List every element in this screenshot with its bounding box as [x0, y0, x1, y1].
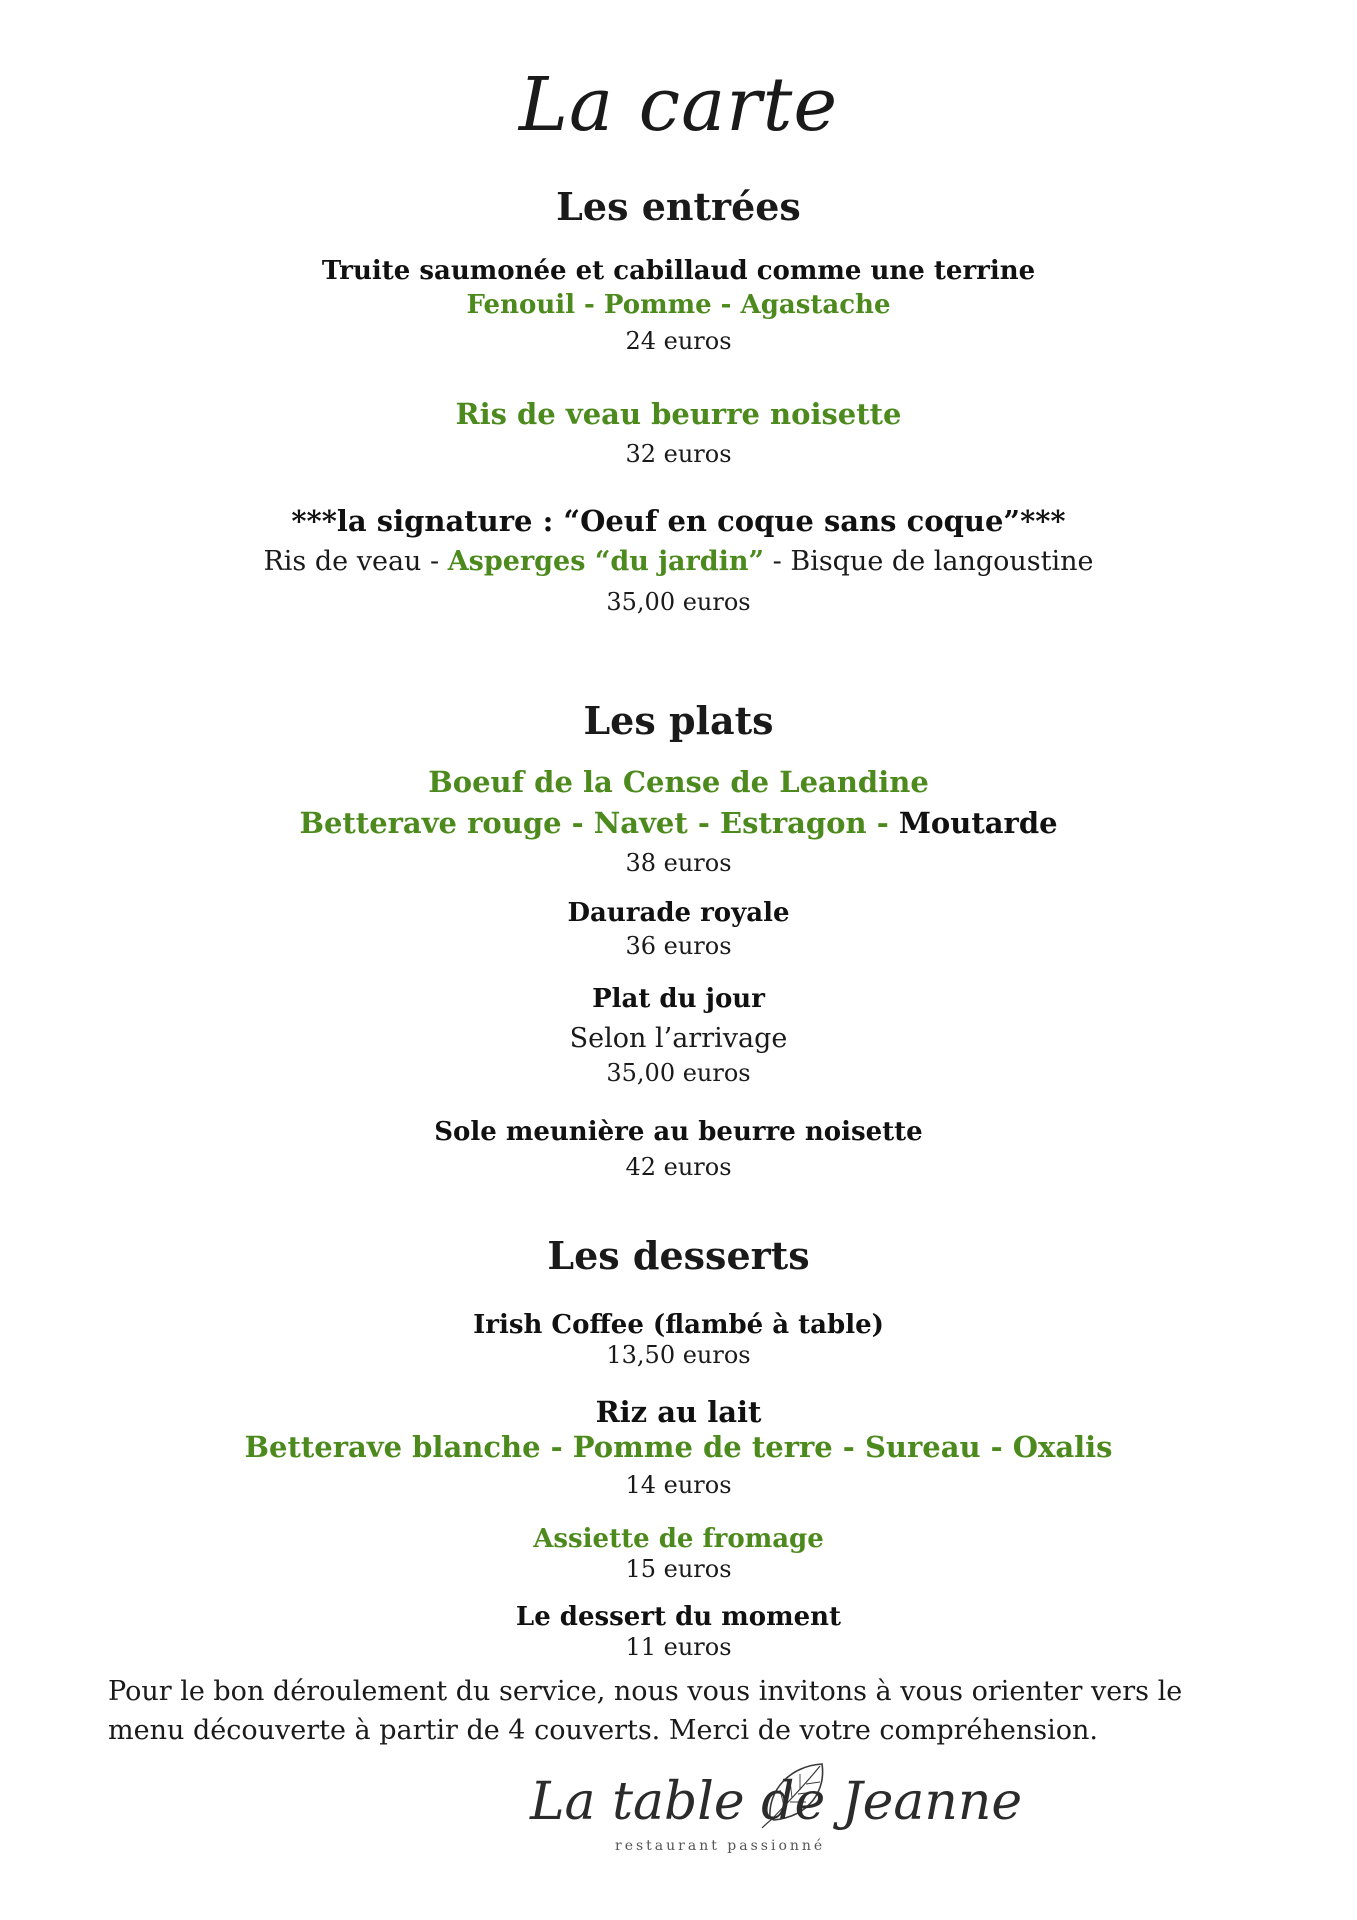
dish-price: 32 euros [625, 440, 732, 468]
dish-description: Selon l’arrivage [569, 1023, 788, 1054]
restaurant-logo [520, 1760, 1023, 1880]
dish-price: 11 euros [625, 1633, 732, 1661]
dish-name-signature: ***la signature : “Oeuf en coque sans coque”*** [291, 504, 1066, 538]
dish-price: 24 euros [625, 327, 732, 355]
section-heading-entrees: Les entrées [556, 184, 801, 229]
logo-wordmark: La table de Jeanne [530, 1772, 1023, 1832]
dish-price: 14 euros [625, 1471, 732, 1499]
dish-name: Assiette de fromage [533, 1524, 824, 1554]
section-heading-desserts: Les desserts [547, 1233, 810, 1278]
dish-name: Le dessert du moment [515, 1602, 842, 1632]
desc-part-highlight: Betterave rouge - Navet - Estragon - [299, 806, 899, 840]
logo-tagline: restaurant passionné [615, 1838, 826, 1854]
desc-part: Moutarde [898, 806, 1058, 840]
dish-name: Irish Coffee (flambé à table) [473, 1310, 884, 1340]
dish-price: 15 euros [625, 1555, 732, 1583]
dish-name: Daurade royale [567, 898, 790, 928]
dish-name: Ris de veau beurre noisette [455, 397, 902, 431]
dish-description [0, 805, 1357, 841]
dish-description: Betterave blanche - Pomme de terre - Sureau - Oxalis [244, 1430, 1113, 1464]
desc-part: Ris de veau - [263, 546, 448, 577]
dish-name: Truite saumonée et cabillaud comme une terrine [321, 256, 1036, 286]
desc-part: - Bisque de langoustine [764, 546, 1094, 577]
desc-part-highlight: Asperges “du jardin” [447, 546, 765, 577]
service-note: Pour le bon déroulement du service, nous vous invitons à vous orienter vers le menu découverte à partir de 4 couverts. Merci de votre compréhension. [108, 1676, 1183, 1746]
dish-description: Fenouil - Pomme - Agastache [466, 290, 891, 320]
dish-price: 38 euros [625, 849, 732, 877]
dish-price: 36 euros [625, 932, 732, 960]
dish-price: 42 euros [625, 1153, 732, 1181]
dish-price: 35,00 euros [606, 1059, 751, 1087]
dish-description [0, 545, 1357, 579]
dish-price: 35,00 euros [606, 588, 751, 616]
page-title: La carte [518, 62, 839, 148]
dish-price: 13,50 euros [606, 1341, 751, 1369]
dish-name: Plat du jour [592, 984, 765, 1014]
dish-name: Riz au lait [595, 1395, 762, 1429]
section-heading-plats: Les plats [583, 698, 774, 743]
dish-name: Sole meunière au beurre noisette [434, 1117, 923, 1147]
dish-name: Boeuf de la Cense de Leandine [428, 765, 929, 799]
